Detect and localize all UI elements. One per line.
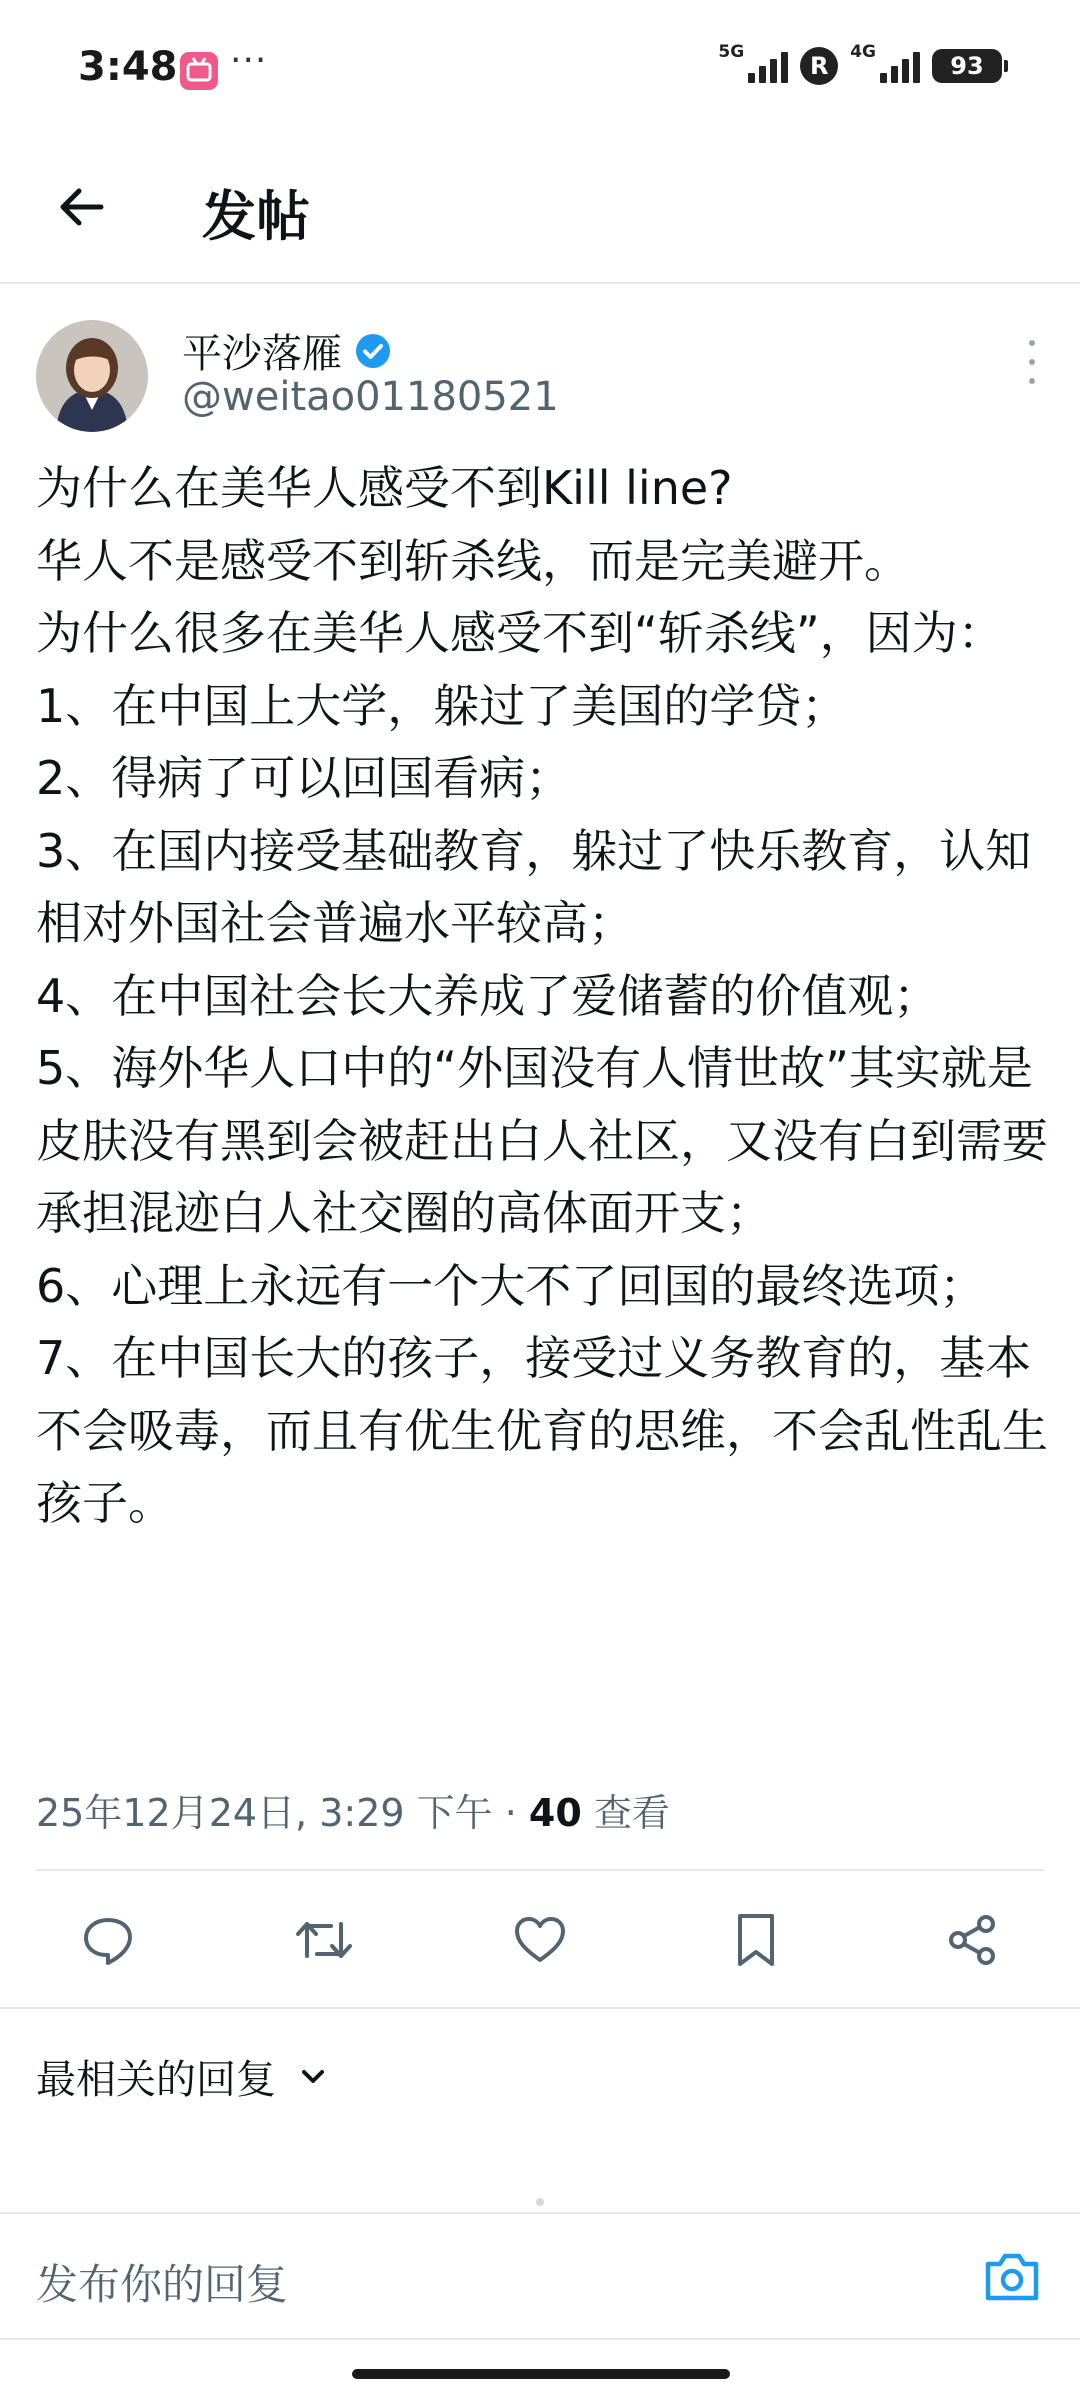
verified-badge-icon (354, 332, 392, 370)
repost-icon (293, 1912, 355, 1968)
arrow-left-icon (55, 181, 107, 233)
author-name[interactable] (182, 322, 392, 379)
author-handle[interactable]: @weitao01180521 (182, 374, 559, 420)
scroll-indicator-dot (536, 2198, 544, 2206)
battery-icon: 93 (932, 49, 1002, 83)
status-indicators (718, 44, 1002, 88)
share-button[interactable] (938, 1906, 1006, 1974)
status-bar (0, 0, 1080, 140)
share-icon (944, 1912, 1000, 1968)
author-display-name: 平沙落雁 (182, 331, 342, 377)
reply-button[interactable] (74, 1906, 142, 1974)
avatar[interactable] (36, 320, 148, 432)
bookmark-icon (732, 1912, 780, 1968)
heart-icon (512, 1912, 568, 1968)
post-line: 5、海外华人口中的“外国没有人情世故”其实就是皮肤没有黑到会被赶出白人社区，又没有白到需要承担混迹白人社交圈的高体面开支； (36, 1041, 1048, 1240)
more-options-icon[interactable] (1020, 340, 1044, 384)
roaming-icon: R (800, 47, 838, 85)
post-line: 7、在中国长大的孩子，接受过义务教育的，基本不会吸毒，而且有优生优育的思维，不会乱性乱生孩子。 (36, 1331, 1048, 1530)
signal-strength-icon (748, 49, 788, 83)
post-timestamp: 25年12月24日, 3:29 下午 · (36, 1791, 529, 1835)
reply-icon (80, 1912, 136, 1968)
camera-button[interactable] (980, 2244, 1044, 2308)
reply-sort-label: 最相关的回复 (36, 2057, 276, 2103)
post-body (36, 452, 1056, 1540)
post-line: 3、在国内接受基础教育，躲过了快乐教育，认知相对外国社会普遍水平较高； (36, 823, 1032, 950)
bookmark-button[interactable] (722, 1906, 790, 1974)
camera-icon (982, 2248, 1042, 2304)
post-line: 2、得病了可以回国看病； (36, 751, 572, 805)
network-5g-label: 5G (718, 42, 745, 62)
post-line: 1、在中国上大学，躲过了美国的学贷； (36, 678, 848, 733)
repost-button[interactable] (290, 1906, 358, 1974)
status-more-dots: ··· (230, 40, 268, 81)
post-line: 6、心理上永远有一个大不了回国的最终选项； (36, 1258, 986, 1313)
post-line: 为什么很多在美华人感受不到“斩杀线”，因为： (36, 606, 1004, 660)
reply-input[interactable]: 发布你的回复 (36, 2260, 289, 2309)
divider (0, 2007, 1080, 2009)
status-time: 3:48 (78, 44, 178, 90)
home-indicator[interactable] (352, 2369, 730, 2379)
views-label: 查看 (581, 1791, 670, 1835)
post-line: 为什么在美华人感受不到Kill line? (36, 461, 733, 515)
network-4g-label: 4G (850, 42, 876, 62)
post-line: 华人不是感受不到斩杀线，而是完美避开。 (36, 533, 910, 588)
page-title: 发帖 (202, 185, 310, 248)
top-app-bar (0, 140, 1080, 284)
action-bar (0, 1890, 1080, 1990)
like-button[interactable] (506, 1906, 574, 1974)
chevron-down-icon (298, 2062, 328, 2092)
divider (36, 1869, 1044, 1871)
views-count[interactable]: 40 (528, 1791, 582, 1835)
back-button[interactable] (46, 172, 116, 242)
reply-composer[interactable] (0, 2212, 1080, 2340)
bilibili-icon (180, 52, 218, 90)
signal-strength-icon (880, 49, 920, 83)
post-meta (36, 1782, 670, 1837)
reply-sort-dropdown[interactable] (36, 2048, 328, 2105)
post-line: 4、在中国社会长大养成了爱储蓄的价值观； (36, 968, 940, 1023)
